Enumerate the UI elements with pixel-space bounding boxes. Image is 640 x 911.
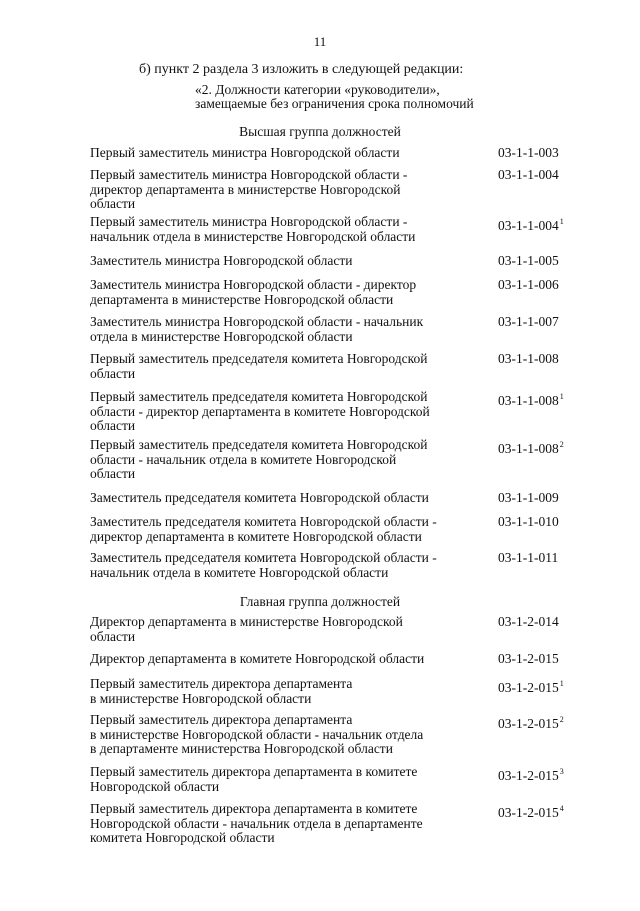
position-code: [498, 551, 558, 566]
position-title-line: Заместитель председателя комитета Новгородской области -: [90, 514, 437, 529]
position-title-line: области: [90, 466, 136, 481]
position-title: [90, 390, 470, 434]
code-superscript: 4: [559, 804, 564, 813]
position-title-line: Заместитель председателя комитета Новгородской области -: [90, 550, 437, 565]
code-value: 03-1-1-006: [498, 277, 559, 292]
position-code: [498, 515, 559, 530]
position-title: [90, 215, 470, 244]
group-title: Высшая группа должностей: [239, 124, 401, 139]
code-superscript: 3: [559, 767, 564, 776]
code-value: 03-1-2-015: [498, 651, 559, 666]
position-title: [90, 677, 470, 706]
position-title: [90, 146, 470, 161]
position-title: [90, 315, 470, 344]
code-value: 03-1-1-010: [498, 514, 559, 529]
position-title: [90, 802, 470, 846]
position-title-line: Новгородской области - начальник отдела в департаменте: [90, 815, 423, 831]
position-code: [498, 615, 559, 630]
code-superscript: 2: [559, 440, 564, 449]
position-title-line: Первый заместитель министра Новгородской области: [90, 145, 400, 160]
code-superscript: 2: [559, 715, 564, 724]
position-title-line: области - начальник отдела в комитете Новгородской: [90, 451, 397, 467]
position-code: [498, 254, 559, 269]
position-title-line: директор департамента в министерстве Новгородской: [90, 181, 401, 197]
position-code: [498, 677, 564, 696]
position-title-line: директор департамента в комитете Новгородской области: [90, 528, 422, 544]
position-title-line: в министерстве Новгородской области - начальник отдела: [90, 726, 424, 742]
code-superscript: 1: [559, 217, 564, 226]
position-code: [498, 713, 564, 732]
position-title: [90, 652, 470, 667]
position-title-line: Заместитель министра Новгородской области - начальник: [90, 314, 424, 329]
position-title-line: в министерстве Новгородской области: [90, 690, 312, 706]
code-superscript: 1: [559, 679, 564, 688]
position-code: [498, 146, 559, 161]
position-title-line: Первый заместитель председателя комитета Новгородской: [90, 351, 428, 366]
code-value: 03-1-2-014: [498, 614, 559, 629]
position-title-line: в департаменте министерства Новгородской области: [90, 741, 393, 756]
position-title-line: Директор департамента в министерстве Новгородской: [90, 614, 403, 629]
position-title-line: области: [90, 196, 136, 211]
position-title-line: начальник отдела в министерстве Новгородской области: [90, 228, 416, 244]
position-code: [498, 390, 564, 409]
position-title-line: Первый заместитель директора департамента: [90, 676, 353, 691]
position-title-line: комитета Новгородской области: [90, 830, 275, 845]
subtitle-line: замещаемые без ограничения срока полномочий: [195, 96, 474, 111]
position-title-line: отдела в министерстве Новгородской области: [90, 328, 353, 344]
position-title-line: Заместитель председателя комитета Новгородской области: [90, 490, 429, 505]
position-title-line: области: [90, 365, 136, 381]
code-value: 03-1-1-007: [498, 314, 559, 329]
position-code: [498, 438, 564, 457]
position-title: [90, 254, 470, 269]
position-title: [90, 515, 470, 544]
section-subtitle: [195, 83, 474, 111]
position-code: [498, 352, 559, 367]
code-value: 03-1-1-009: [498, 490, 559, 505]
position-code: [498, 491, 559, 506]
code-value: 03-1-1-004: [498, 218, 559, 233]
position-title: [90, 278, 470, 307]
position-code: [498, 278, 559, 293]
code-value: 03-1-2-015: [498, 716, 559, 731]
position-title: [90, 491, 470, 506]
position-title: [90, 438, 470, 482]
position-title-line: Первый заместитель директора департамента в комитете: [90, 801, 418, 816]
subtitle-line: «2. Должности категории «руководители»,: [195, 82, 440, 97]
position-title: [90, 615, 470, 644]
group-title: Главная группа должностей: [239, 594, 401, 609]
code-value: 03-1-1-003: [498, 145, 559, 160]
position-code: [498, 168, 559, 183]
position-title-line: Первый заместитель директора департамента в комитете: [90, 764, 418, 779]
position-title: [90, 551, 470, 580]
position-title: [90, 352, 470, 381]
position-title-line: Новгородской области: [90, 778, 220, 794]
code-value: 03-1-1-011: [498, 550, 559, 565]
position-code: [498, 315, 559, 330]
intro-paragraph: б) пункт 2 раздела 3 изложить в следующей редакции:: [139, 62, 464, 77]
position-title-line: Первый заместитель директора департамента: [90, 712, 353, 727]
position-title-line: департамента в министерстве Новгородской области: [90, 291, 394, 307]
position-title: [90, 713, 470, 757]
code-value: 03-1-1-004: [498, 167, 559, 182]
code-value: 03-1-2-015: [498, 680, 559, 695]
position-code: [498, 652, 559, 667]
code-value: 03-1-1-008: [498, 393, 559, 408]
position-title-line: Заместитель министра Новгородской области - директор: [90, 277, 417, 292]
page-number: 11: [313, 34, 327, 49]
position-title-line: области - директор департамента в комитете Новгородской: [90, 403, 430, 419]
code-value: 03-1-1-008: [498, 351, 559, 366]
position-title-line: Директор департамента в комитете Новгородской области: [90, 651, 425, 666]
code-superscript: 1: [559, 392, 564, 401]
position-title-line: Первый заместитель министра Новгородской области -: [90, 167, 408, 182]
code-value: 03-1-1-008: [498, 441, 559, 456]
position-code: [498, 765, 564, 784]
position-title-line: Первый заместитель министра Новгородской области -: [90, 214, 408, 229]
position-title-line: начальник отдела в комитете Новгородской области: [90, 564, 389, 580]
position-code: [498, 802, 564, 821]
position-title: [90, 765, 470, 794]
position-title-line: Первый заместитель председателя комитета Новгородской: [90, 437, 428, 452]
position-code: [498, 215, 564, 234]
code-value: 03-1-1-005: [498, 253, 559, 268]
position-title-line: Заместитель министра Новгородской области: [90, 253, 353, 268]
code-value: 03-1-2-015: [498, 805, 559, 820]
position-title: [90, 168, 470, 212]
position-title-line: области: [90, 418, 136, 433]
position-title-line: области: [90, 628, 136, 644]
position-title-line: Первый заместитель председателя комитета Новгородской: [90, 389, 428, 404]
code-value: 03-1-2-015: [498, 768, 559, 783]
